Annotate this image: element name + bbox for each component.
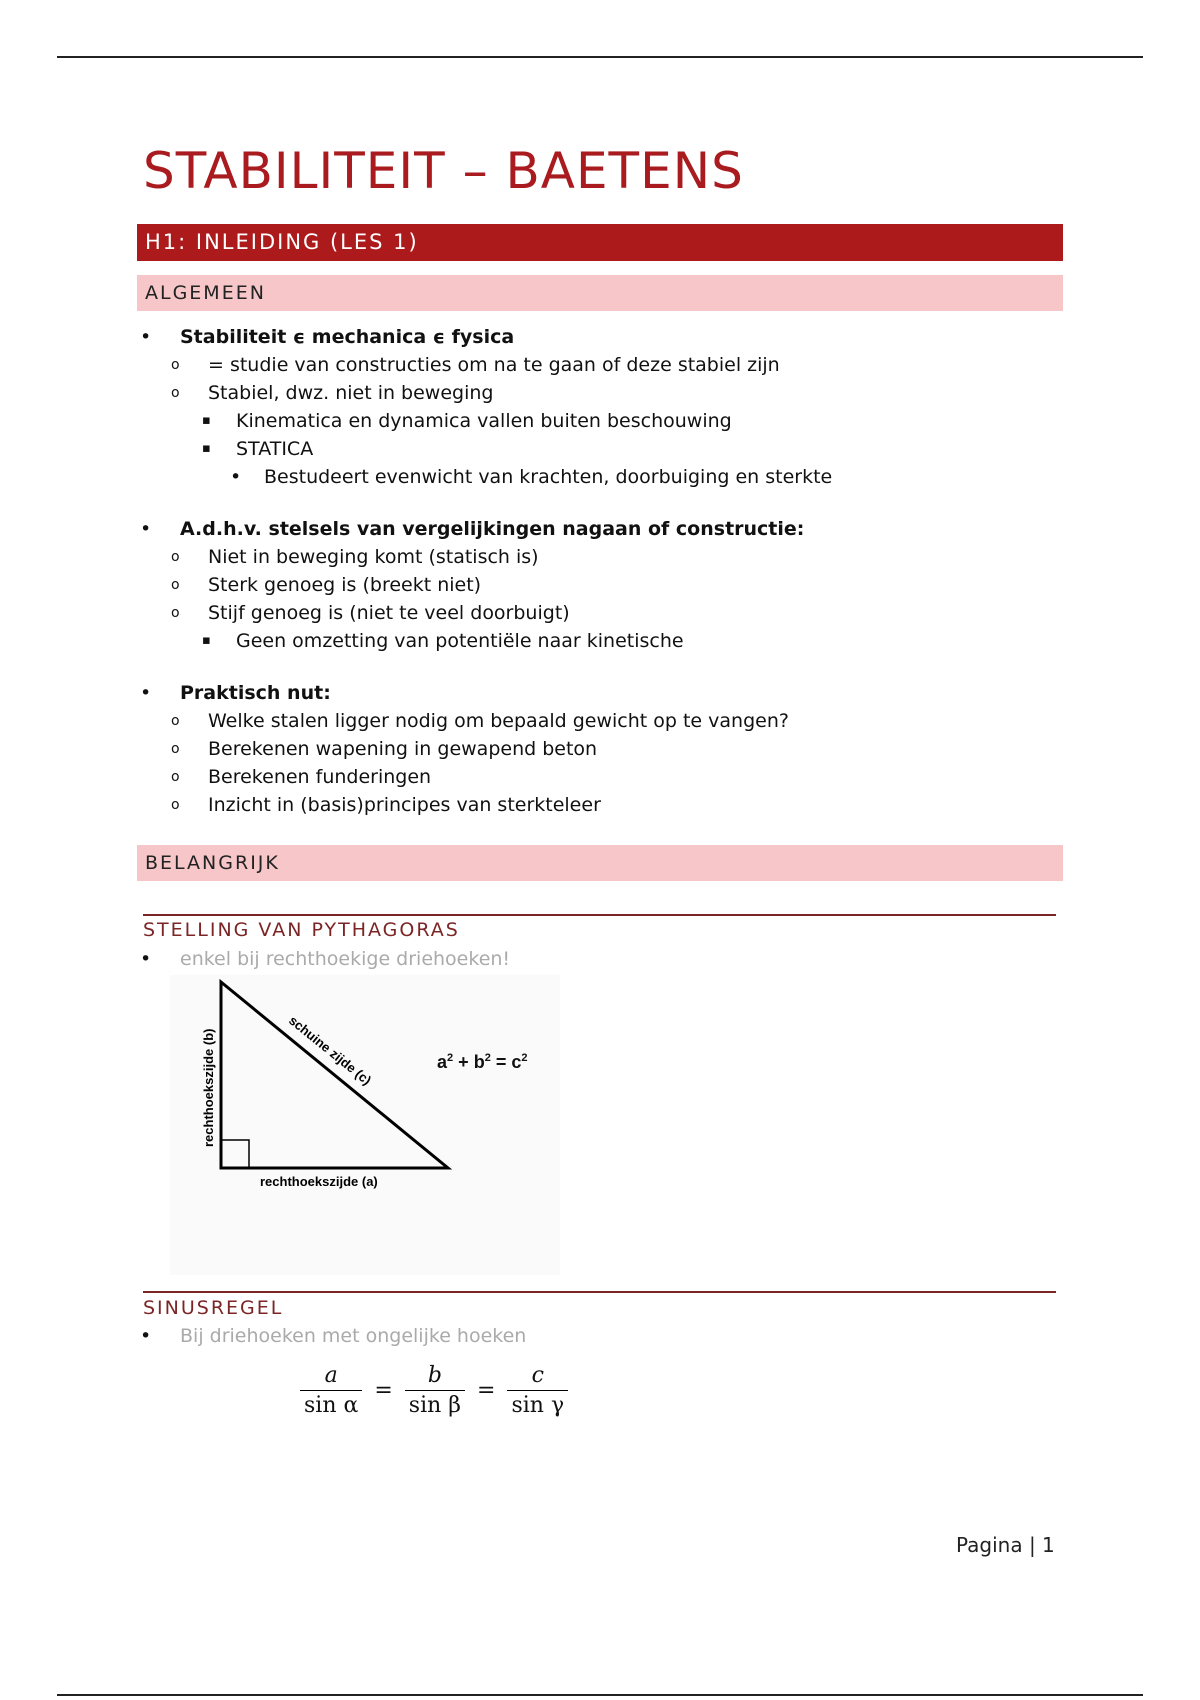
subsection-heading-sinusregel: SINUSREGEL	[143, 1297, 284, 1319]
list-item: • A.d.h.v. stelsels van vergelijkingen nagaan of constructie:	[140, 518, 805, 540]
list-item: o Sterk genoeg is (breekt niet)	[171, 574, 482, 596]
pythagoras-figure	[170, 975, 560, 1275]
sine-rule-formula: $\frac{a}{\text{sin α}}$ = $\frac{b}{\text{sin β}}$ = $\frac{c}{\text{sin γ}}$	[300, 1363, 568, 1418]
list-item: o Stabiel, dwz. niet in beweging	[171, 382, 494, 404]
list-item: • Bestudeert evenwicht van krachten, doorbuiging en sterkte	[230, 466, 833, 488]
list-item: ▪ STATICA	[202, 438, 314, 460]
list-item: o Inzicht in (basis)principes van sterkteleer	[171, 794, 601, 816]
pythagoras-formula: $a^2 + b^2 = c^2$	[437, 1052, 528, 1072]
list-item: ▪ Geen omzetting van potentiële naar kinetische	[202, 630, 684, 652]
list-item: o Niet in beweging komt (statisch is)	[171, 546, 539, 568]
list-item: o Berekenen wapening in gewapend beton	[171, 738, 598, 760]
list-item: • Praktisch nut:	[140, 682, 331, 704]
subsection-heading-pythagoras: STELLING VAN PYTHAGORAS	[143, 919, 460, 941]
algemeen-list	[137, 323, 1037, 819]
page-number: Pagina | 1	[956, 1533, 1055, 1557]
subsection-rule	[143, 1291, 1056, 1293]
list-item: o Welke stalen ligger nodig om bepaald gewicht op te vangen?	[171, 710, 789, 732]
list-item: o = studie van constructies om na te gaan of deze stabiel zijn	[171, 354, 780, 376]
right-triangle-diagram	[170, 975, 560, 1275]
list-item: ▪ Kinematica en dynamica vallen buiten beschouwing	[202, 410, 732, 432]
top-rule	[57, 56, 1143, 58]
bottom-rule	[57, 1694, 1143, 1696]
chapter-heading: H1: INLEIDING (LES 1)	[137, 224, 1063, 261]
list-item: • Stabiliteit ϵ mechanica ϵ fysica	[140, 326, 515, 348]
svg-text:rechthoekszijde (a): rechthoekszijde (a)	[260, 1174, 378, 1189]
subsection-rule	[143, 914, 1056, 916]
document-title: STABILITEIT – BAETENS	[143, 142, 744, 200]
section-heading-belangrijk: BELANGRIJK	[137, 845, 1063, 881]
svg-text:rechthoekszijde (b): rechthoekszijde (b)	[201, 1028, 216, 1147]
svg-text:schuine zijde (c): schuine zijde (c)	[286, 1012, 375, 1088]
section-heading-algemeen: ALGEMEEN	[137, 275, 1063, 311]
list-item: o Stijf genoeg is (niet te veel doorbuigt)	[171, 602, 570, 624]
list-item: o Berekenen funderingen	[171, 766, 432, 788]
